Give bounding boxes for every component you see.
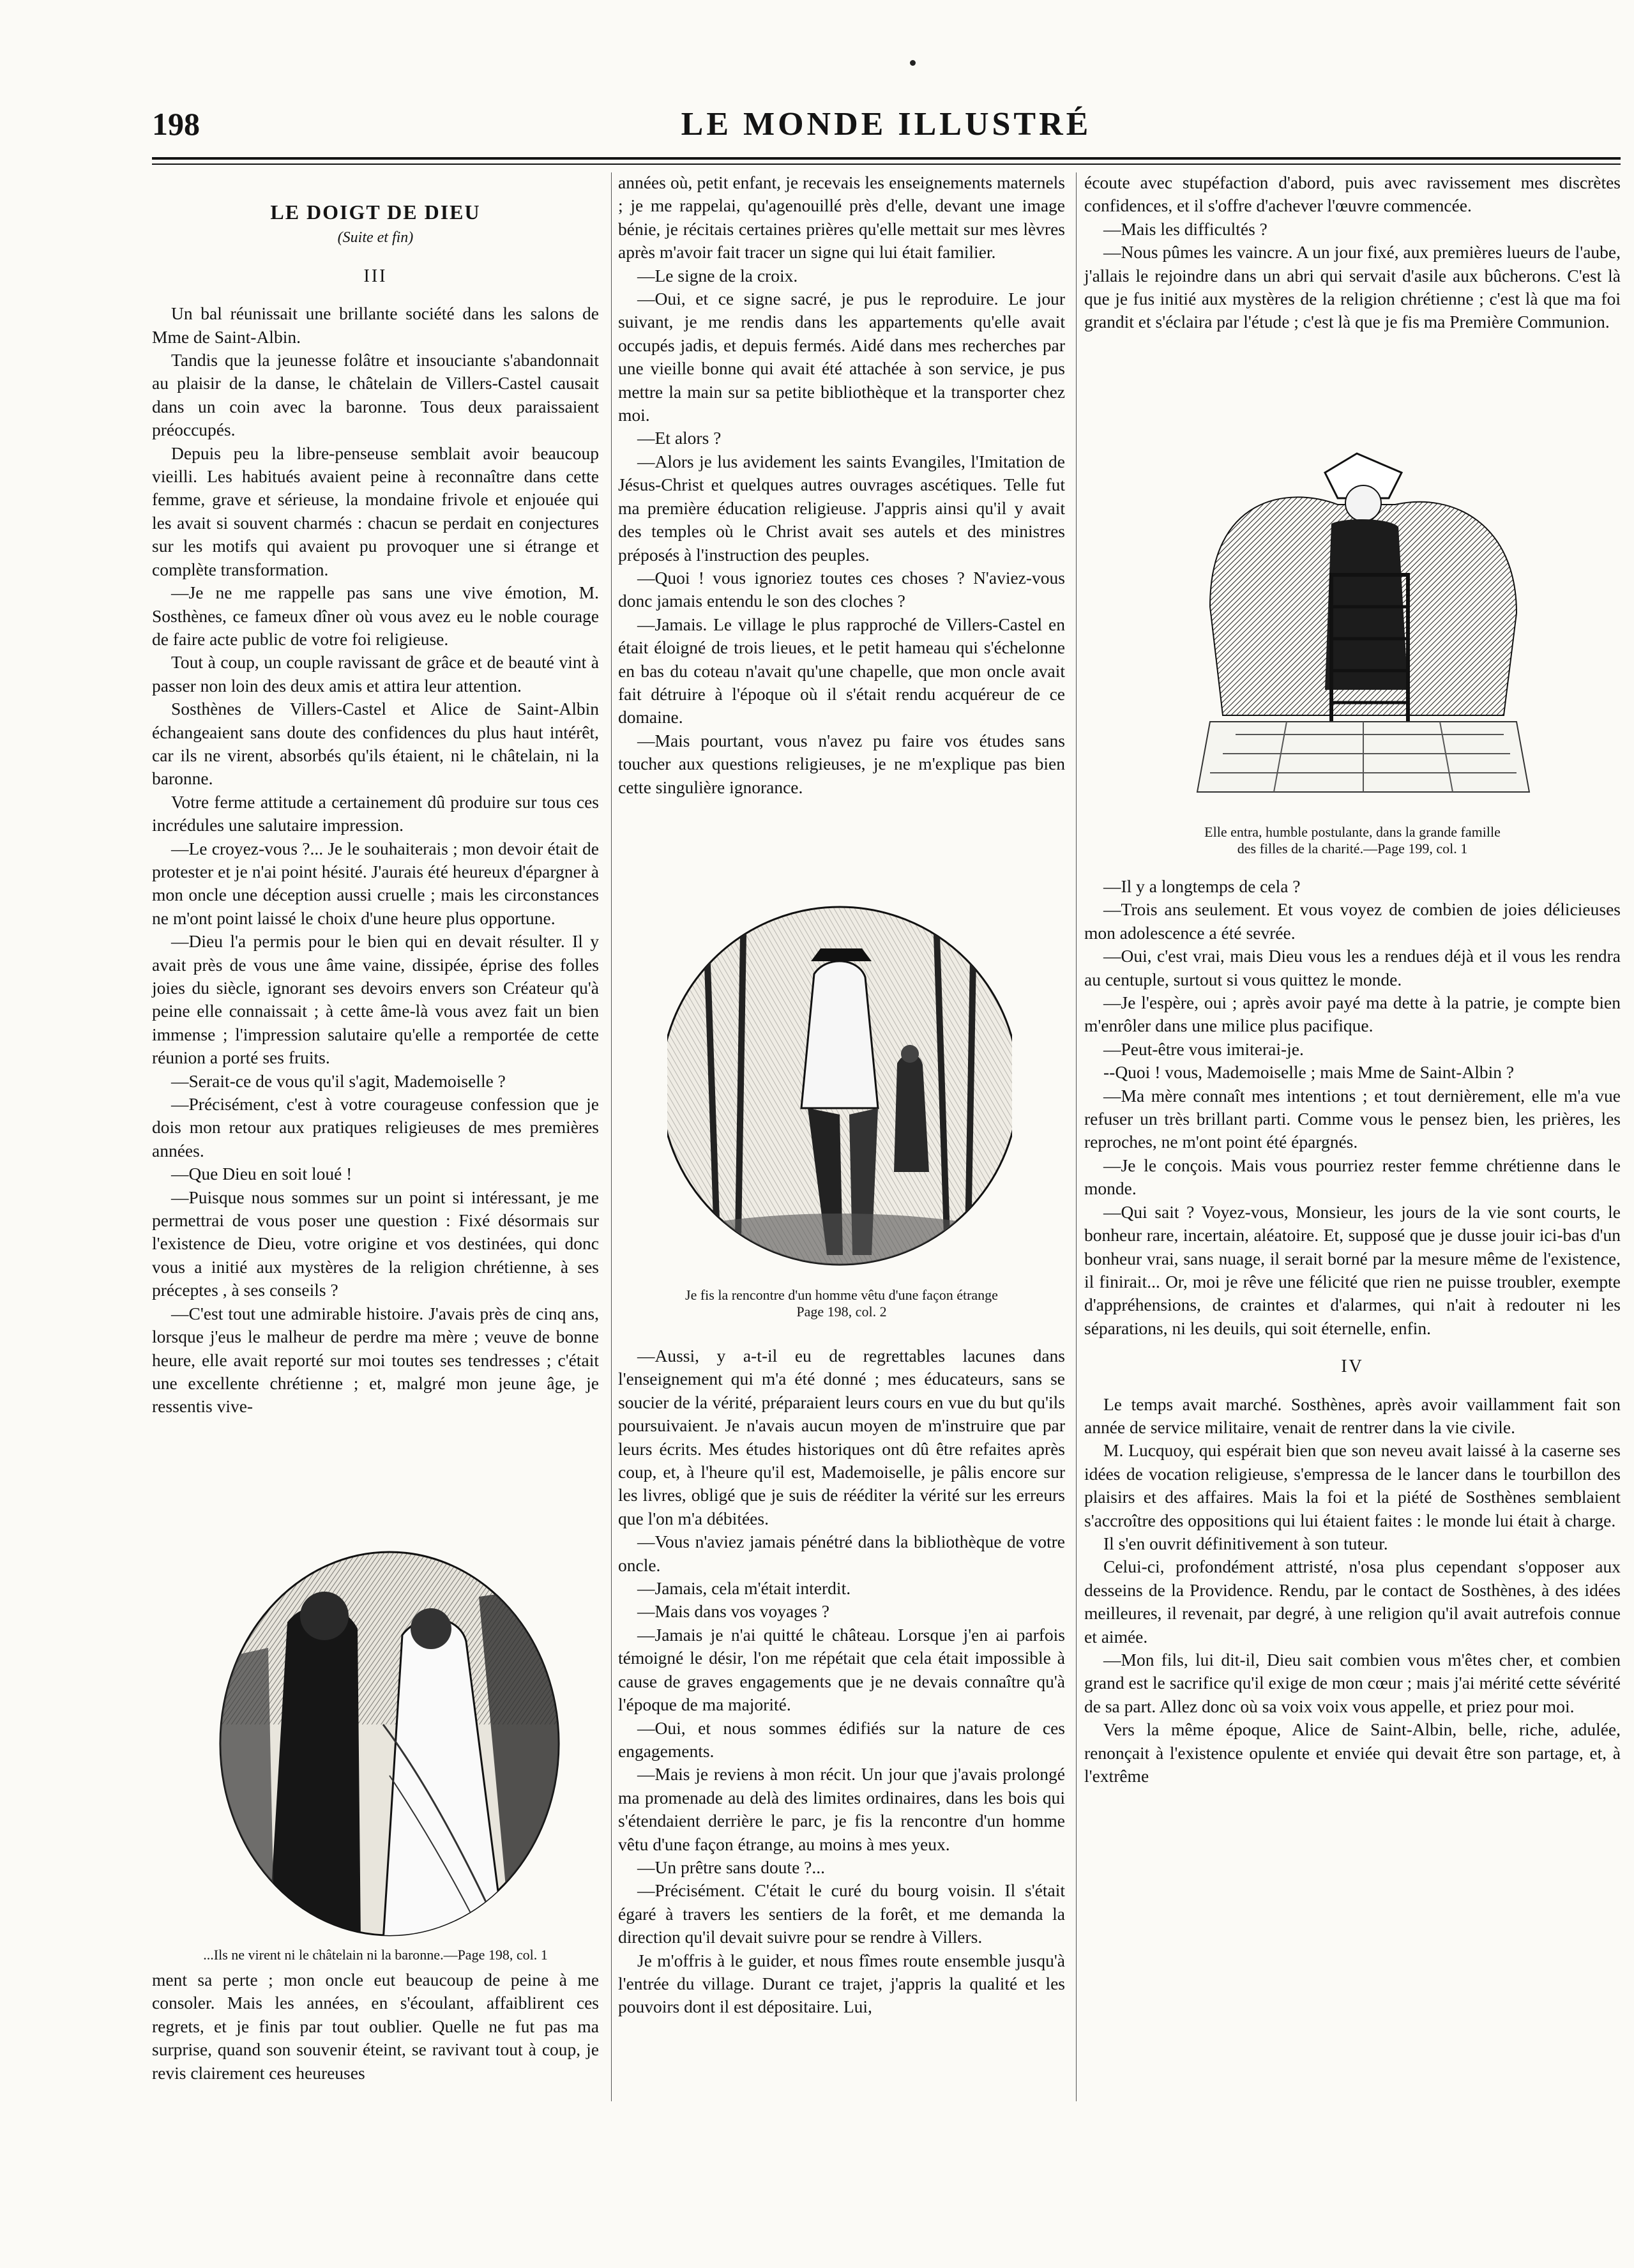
paragraph: —Nous pûmes les vaincre. A un jour fixé, aux premières lueurs de l'aube, j'allais le rejoindre dans un abri qui servait d'asile aux bûcherons. C'est là que je fus initié aux mystères de la religion chrétienne ; c'est là que ma foi grandit et s'éclaira par l'étude ; c'est là que je fis ma Première Communion. — [1084, 242, 1621, 332]
paragraph: —Je ne me rappelle pas sans une vive émotion, M. Sosthènes, ce fameux dîner où vous avez eu le noble courage de faire acte public de votre foi religieuse. — [152, 582, 599, 649]
paragraph: Sosthènes de Villers-Castel et Alice de Saint-Albin échangeaient sans doute des confidences du plus haut intérêt, car ils ne virent, absorbés qu'ils étaient, ni le châtelain, ni la baronne. — [152, 699, 599, 789]
printer-dot — [910, 60, 916, 66]
column-1-continued — [152, 1968, 599, 2085]
paragraph: —Je l'espère, oui ; après avoir payé ma dette à la patrie, je compte bien m'enrôler dans une milice plus pacifique. — [1084, 993, 1621, 1036]
paragraph: —Mais les difficultés ? — [1103, 218, 1267, 239]
article-subtitle: (Suite et fin) — [337, 229, 414, 247]
column-1-bottom-text — [152, 1968, 599, 2085]
paragraph: Un bal réunissait une brillante société dans les salons de Mme de Saint-Albin. — [152, 303, 599, 347]
paragraph: Celui-ci, profondément attristé, n'osa plus cependant s'opposer aux desseins de la Providence. Rendu, par le contact de Sosthènes, à des idées meilleures, il revenait, par degré, à une religion qu'il avait autrefois connue et aimée. — [1084, 1556, 1621, 1647]
paragraph: —Oui, et nous sommes édifiés sur la nature de ces engagements. — [618, 1717, 1065, 1761]
paragraph: —Puisque nous sommes sur un point si intéressant, je me permettrai de vous poser une question : Fixé désormais sur l'existence de Dieu, votre origine et vos destinées, qui donc vous a initié aux mystères de la religion chrétienne, à ses préceptes , à ses conseils ? — [152, 1187, 599, 1300]
column-3-bottom-text — [1084, 875, 1621, 1340]
article-title: LE DOIGT DE DIEU — [270, 201, 481, 224]
column-3 — [1084, 171, 1621, 334]
paragraph: —Jamais, cela m'était interdit. — [637, 1578, 851, 1599]
section-heading-iii: III — [363, 266, 388, 286]
journal-title: LE MONDE ILLUSTRÉ — [681, 106, 1092, 142]
forest-engraving — [667, 897, 1012, 1274]
paragraph: —Oui, c'est vrai, mais Dieu vous les a rendues déjà et il vous les rendra au centuple, surtout si vous quittez le monde. — [1084, 946, 1621, 989]
paragraph: —Je le conçois. Mais vous pourriez rester femme chrétienne dans le monde. — [1084, 1155, 1621, 1199]
column-divider — [611, 172, 612, 2101]
paragraph: Votre ferme attitude a certainement dû produire sur tous ces incrédules une salutaire impression. — [152, 791, 599, 835]
paragraph: —Alors je lus avidement les saints Evangiles, l'Imitation de Jésus-Christ et quelques autres ouvrages ascétiques. Telle fut ma première éducation religieuse. J'appris ainsi qu'il y avait des temples où le Christ avait ses autels et des ministres préposés à l'instruction des peuples. — [618, 451, 1065, 565]
paragraph: —Peut-être vous imiterai-je. — [1103, 1039, 1304, 1059]
nun-caption: Elle entra, humble postulante, dans la grande famille des filles de la charité.—Page 199, col. 1 — [1204, 824, 1501, 856]
paragraph: —Ma mère connaît mes intentions ; et tout dernièrement, elle m'a vue refuser un très brillant parti. Comme vous le pensez bien, les prières, les reproches, ne m'ont point été épargnés. — [1084, 1085, 1621, 1152]
paragraph: Depuis peu la libre-penseuse semblait avoir beaucoup vieilli. Les habitués avaient peine à reconnaître dans cette femme, grave et sérieuse, la mondaine frivole et enjouée qui les avait si souvent charmés : chacun se perdait en conjectures sur les motifs qui avaient pu provoquer une si étrange et complète transformation. — [152, 443, 599, 579]
masthead-rule — [152, 157, 1621, 160]
paragraph: --Quoi ! vous, Mademoiselle ; mais Mme de Saint-Albin ? — [1103, 1062, 1515, 1083]
masthead-rule-thin — [152, 164, 1621, 165]
paragraph: écoute avec stupéfaction d'abord, puis avec ravissement mes discrètes confidences, et il s'offre d'achever l'œuvre commencée. — [1084, 172, 1621, 216]
paragraph: années où, petit enfant, je recevais les enseignements maternels ; je me rappelai, qu'agenouillé près d'elle, devant une image bénie, je récitais certaines prières qu'elle mettait sur mes lèvres après m'avoir fait tracer un signe qui lui était familier. — [618, 172, 1065, 263]
paragraph: —C'est tout une admirable histoire. J'avais près de cinq ans, lorsque j'eus le malheur de perdre ma mère ; veuve de bonne heure, elle avait reporté sur moi toutes ses tendresses ; c'était une excellente chrétienne ; et, malgré mon jeune âge, je ressentis vive- — [152, 1303, 599, 1417]
paragraph: —Jamais. Le village le plus rapproché de Villers-Castel en était éloigné de trois lieues, et le petit hameau qui s'échelonne en bas du coteau n'avait qu'une chapelle, que mon oncle avait fait détruire à l'époque où il s'était rendu acquéreur de ce domaine. — [618, 614, 1065, 727]
paragraph: —Il y a longtemps de cela ? — [1103, 876, 1301, 896]
paragraph: —Le signe de la croix. — [637, 265, 798, 285]
paragraph: Tandis que la jeunesse folâtre et insouciante s'abandonnait au plaisir de la danse, le châtelain de Villers-Castel causait dans un coin avec la baronne. Tous deux paraissaient préoccupés. — [152, 350, 599, 440]
masthead — [152, 105, 1621, 150]
paragraph: Je m'offris à le guider, et nous fîmes route ensemble jusqu'à l'entrée du village. Durant ce trajet, j'appris la qualité et les pouvoirs dont il est dépositaire. Lui, — [618, 1950, 1065, 2017]
column-3-continued — [1084, 875, 1621, 1788]
paragraph: —Un prêtre sans doute ?... — [637, 1857, 826, 1877]
paragraph: —Que Dieu en soit loué ! — [171, 1164, 352, 1184]
column-divider — [1076, 172, 1077, 2101]
paragraph: —Précisément, c'est à votre courageuse confession que je dois mon retour aux pratiques religieuses de mes premières années. — [152, 1094, 599, 1161]
paragraph: —Le croyez-vous ?... Je le souhaiterais ; mon devoir était de protester et je n'ai point hésité. J'aurais été heureux d'épargner à mon oncle une déception aussi cruelle ; mais les circonstances ne m'ont point laissé le choix d'une heure plus opportune. — [152, 838, 599, 928]
paragraph: —Aussi, y a-t-il eu de regrettables lacunes dans l'enseignement qui m'a été donné ; mes éducateurs, sans se soucier de la vérité, préparaient leurs cours en vue du but qu'ils poursuivaient. Je n'avais aucun moyen de m'instruire que par leurs écrits. Mes études historiques ont dû être refaites après coup, et, à l'heure qu'il est, Mademoiselle, je pâlis encore sur les livres, obligé que je suis de rééditer la vérité sur les erreurs que l'on m'a débitées. — [618, 1346, 1065, 1528]
column-2-text — [618, 171, 1065, 799]
column-3-section-iv-text — [1084, 1393, 1621, 1788]
ball-caption: ...Ils ne virent ni le châtelain ni la baronne.—Page 198, col. 1 — [203, 1947, 548, 1963]
paragraph: ment sa perte ; mon oncle eut beaucoup de peine à me consoler. Mais les années, en s'écoulant, affaiblirent ces regrets, et je finis par tout oublier. Quelle ne fut pas ma surprise, quand son souvenir éteint, se ravivant tout à coup, je revis clairement ces heureuses — [152, 1970, 599, 2083]
paragraph: Tout à coup, un couple ravissant de grâce et de beauté vint à passer non loin des deux amis et attira leur attention. — [152, 652, 599, 696]
forest-caption: Je fis la rencontre d'un homme vêtu d'une façon étrange Page 198, col. 2 — [685, 1287, 998, 1320]
paragraph: —Mais je reviens à mon récit. Un jour que j'avais prolongé ma promenade au delà des limites ordinaires, dans les bois qui s'étendaient derrière le parc, je fis la rencontre d'un homme vêtu d'une façon étrange, au moins à mes yeux. — [618, 1764, 1065, 1854]
paragraph: —Mais dans vos voyages ? — [637, 1601, 829, 1622]
column-3-text — [1084, 171, 1621, 334]
paragraph: —Jamais je n'ai quitté le château. Lorsque j'en ai parfois témoigné le désir, l'on me répétait que cela était impossible à cause de graves engagements que je ne devais connaître qu'à l'époque de ma majorité. — [618, 1624, 1065, 1715]
column-2-continued — [618, 1344, 1065, 2019]
paragraph: Le temps avait marché. Sosthènes, après avoir vaillamment fait son année de service militaire, venait de rentrer dans la vie civile. — [1084, 1394, 1621, 1437]
column-1-text — [152, 302, 599, 1419]
paragraph: —Qui sait ? Voyez-vous, Monsieur, les jours de la vie sont courts, le bonheur rare, incertain, aléatoire. Et, supposé que je dusse jouir ici-bas d'un bonheur vrai, sans nuage, il serait borné par la mesure même de l'existence, il finirait... Or, moi je rêve une félicité que rien ne puisse troubler, exempte d'appréhensions, de craintes et d'alarmes, qui n'ait à redouter ni les séparations, ni les deuils, qui soit éternelle, enfin. — [1084, 1201, 1621, 1338]
paragraph: —Quoi ! vous ignoriez toutes ces choses ? N'aviez-vous donc jamais entendu le son des cloches ? — [618, 567, 1065, 611]
paragraph: —Mon fils, lui dit-il, Dieu sait combien vous m'êtes cher, et combien grand est le sacrifice qu'il exige de mon cœur ; mais j'ai mérité cette sévérité de sa part. Allez donc où sa voix voix vous appelle, et priez pour moi. — [1084, 1650, 1621, 1716]
paragraph: Vers la même époque, Alice de Saint-Albin, belle, riche, adulée, renonçait à l'existence opulente et enviée qui devait être son partage, et, à l'extrême — [1084, 1719, 1621, 1786]
ball-engraving — [211, 1533, 568, 1942]
paragraph: Il s'en ouvrit définitivement à son tuteur. — [1103, 1533, 1388, 1553]
paragraph: —Vous n'aviez jamais pénétré dans la bibliothèque de votre oncle. — [618, 1532, 1065, 1575]
paragraph: —Oui, et ce signe sacré, je pus le reproduire. Le jour suivant, je me rendis dans les appartements qu'elle avait occupés jadis, et depuis fermés. Aidé dans mes recherches par une vieille bonne qui avait été attachée à son service, je pus mettre la main sur sa petite bibliothèque et la transporter chez moi. — [618, 289, 1065, 425]
paragraph: —Serait-ce de vous qu'il s'agit, Mademoiselle ? — [171, 1070, 506, 1091]
paragraph: —Mais pourtant, vous n'avez pu faire vos études sans toucher aux questions religieuses, je ne m'explique pas bien cette singulière ignorance. — [618, 730, 1065, 797]
page-number: 198 — [152, 106, 200, 142]
column-2 — [618, 171, 1065, 799]
paragraph: —Et alors ? — [637, 428, 722, 448]
column-1 — [152, 171, 599, 1419]
section-heading-iv: IV — [1341, 1357, 1364, 1377]
paragraph: M. Lucquoy, qui espérait bien que son neveu avait laissé à la caserne ses idées de vocation religieuse, s'empressa de le lancer dans le tourbillon des plaisirs et des affaires. Mais la foi et la piété de Sosthènes semblaient s'accroître des oppositions qui lui étaient faites : le monde lui était à charge. — [1084, 1440, 1621, 1530]
nun-engraving — [1184, 447, 1542, 805]
paragraph: —Dieu l'a permis pour le bien qui en devait résulter. Il y avait près de vous une âme vaine, dissipée, éprise des folles joies du siècle, ignorant ses devoirs envers son Créateur qu'à peine elle connaissait ; à cette âme-là vous avez fait un bien immense ; l'impression salutaire qu'elle a remportée de cette réunion a porté ses fruits. — [152, 931, 599, 1068]
paragraph: —Trois ans seulement. Et vous voyez de combien de joies délicieuses mon adolescence a été sevrée. — [1084, 899, 1621, 943]
paragraph: —Précisément. C'était le curé du bourg voisin. Il s'était égaré à travers les sentiers de la forêt, et me demanda la direction qu'il devait suivre pour se rendre à Villers. — [618, 1880, 1065, 1947]
column-2-bottom-text — [618, 1344, 1065, 2019]
